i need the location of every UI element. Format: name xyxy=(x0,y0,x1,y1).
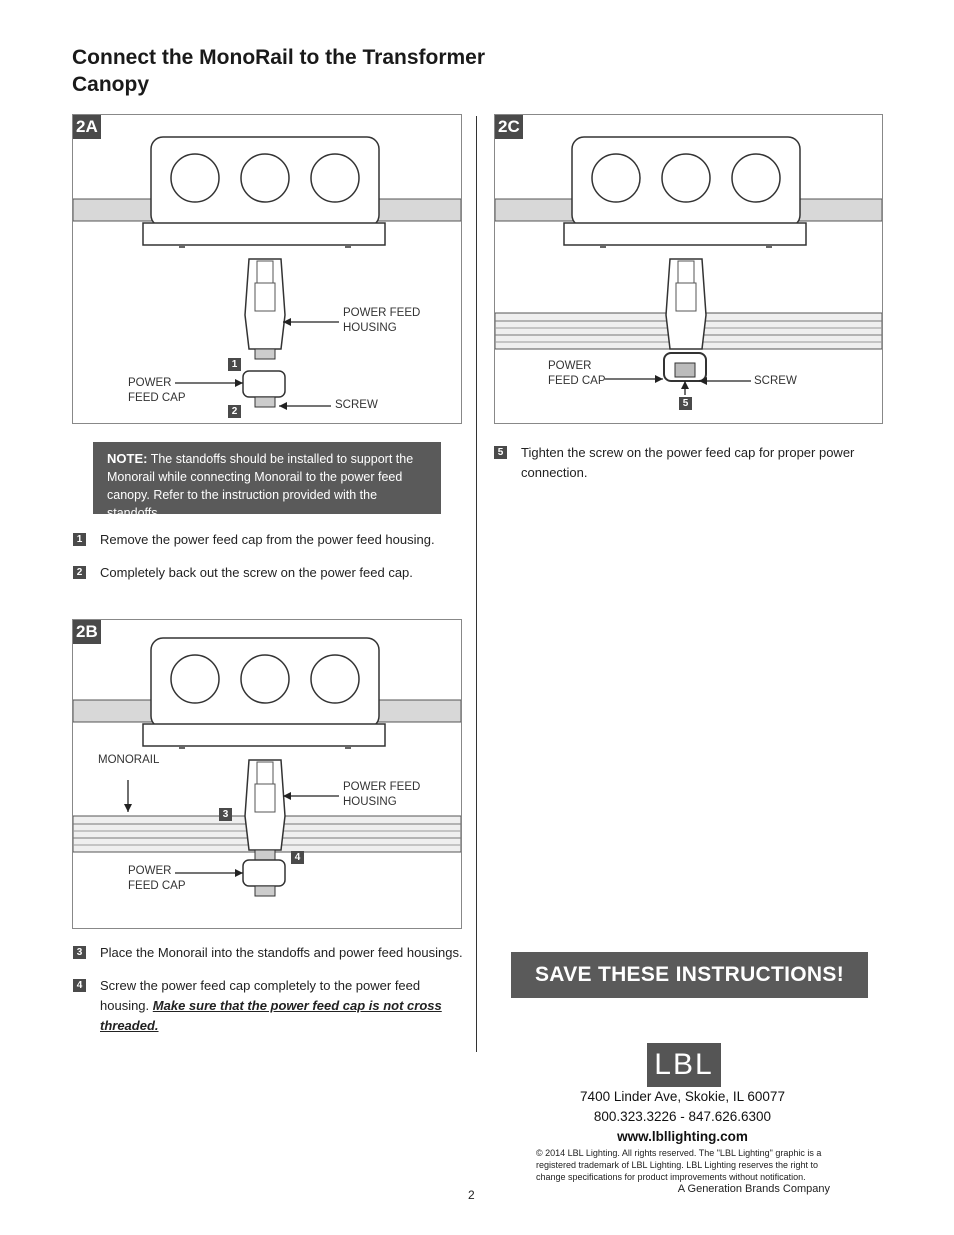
callout-2: 2 xyxy=(228,405,241,418)
note-text: The standoffs should be installed to support the Monorail while connecting Monorail to the power feed canopy. Refer to the instruction provided with the standoffs. xyxy=(107,452,414,520)
label-power-feed-cap: POWER FEED CAP xyxy=(128,377,186,404)
figure-2a xyxy=(72,114,462,424)
figure-2c xyxy=(494,114,883,424)
label-power-feed-cap: POWER FEED CAP xyxy=(128,865,186,892)
step-3 xyxy=(73,943,490,963)
note-label: NOTE: xyxy=(107,451,148,466)
step-5-text: Tighten the screw on the power feed cap for proper power connection. xyxy=(521,445,855,480)
label-power-feed-housing: POWER FEED HOUSING xyxy=(343,781,421,808)
step-4 xyxy=(73,976,470,1036)
page-number: 2 xyxy=(468,1188,475,1202)
label-monorail: MONORAIL xyxy=(98,754,160,766)
figure-2a-tag: 2A xyxy=(73,115,101,139)
figure-2b-tag: 2B xyxy=(73,620,101,644)
step-1-number: 1 xyxy=(73,533,86,546)
column-divider xyxy=(476,116,477,1052)
step-5-number: 5 xyxy=(494,446,507,459)
step-3-number: 3 xyxy=(73,946,86,959)
label-power-feed-housing: POWER FEED HOUSING xyxy=(343,307,421,334)
callout-3: 3 xyxy=(219,808,232,821)
step-4-number: 4 xyxy=(73,979,86,992)
footer-website[interactable]: www.lbllighting.com xyxy=(617,1129,748,1144)
note-box xyxy=(93,442,441,520)
step-1-text: Remove the power feed cap from the power feed housing. xyxy=(100,532,435,547)
footer-address: 7400 Linder Ave, Skokie, IL 60077 xyxy=(580,1089,785,1104)
label-screw: SCREW xyxy=(335,399,378,411)
step-5 xyxy=(494,443,891,483)
step-4-warning: Make sure that the power feed cap is not cross threaded. xyxy=(100,998,442,1033)
step-4-text: Screw the power feed cap completely to the power feed housing. xyxy=(100,978,421,1013)
step-2-number: 2 xyxy=(73,566,86,579)
footer-phones: 800.323.3226 - 847.626.6300 xyxy=(593,1109,772,1124)
callout-5: 5 xyxy=(679,397,692,410)
page-title: Connect the MonoRail to the Transformer Canopy xyxy=(72,46,486,96)
step-2 xyxy=(73,563,490,583)
step-2-text: Completely back out the screw on the power feed cap. xyxy=(100,565,413,580)
footer-legal: © 2014 LBL Lighting. All rights reserved. The "LBL Lighting" graphic is a registered trademark of LBL Lighting. LBL Lighting reserves the right to change specifications for product improvements without notification. xyxy=(536,1148,822,1182)
callout-4: 4 xyxy=(291,851,304,864)
label-screw: SCREW xyxy=(754,375,797,387)
figure-2c-tag: 2C xyxy=(495,115,523,139)
label-power-feed-cap: POWER FEED CAP xyxy=(548,360,606,387)
step-3-text: Place the Monorail into the standoffs and power feed housings. xyxy=(100,945,463,960)
save-instructions-banner: SAVE THESE INSTRUCTIONS! xyxy=(511,952,868,998)
callout-1: 1 xyxy=(228,358,241,371)
lbl-logo: LBL xyxy=(647,1043,721,1087)
figure-2b xyxy=(72,619,462,929)
step-1 xyxy=(73,530,490,550)
footer-company: A Generation Brands Company xyxy=(677,1183,830,1195)
